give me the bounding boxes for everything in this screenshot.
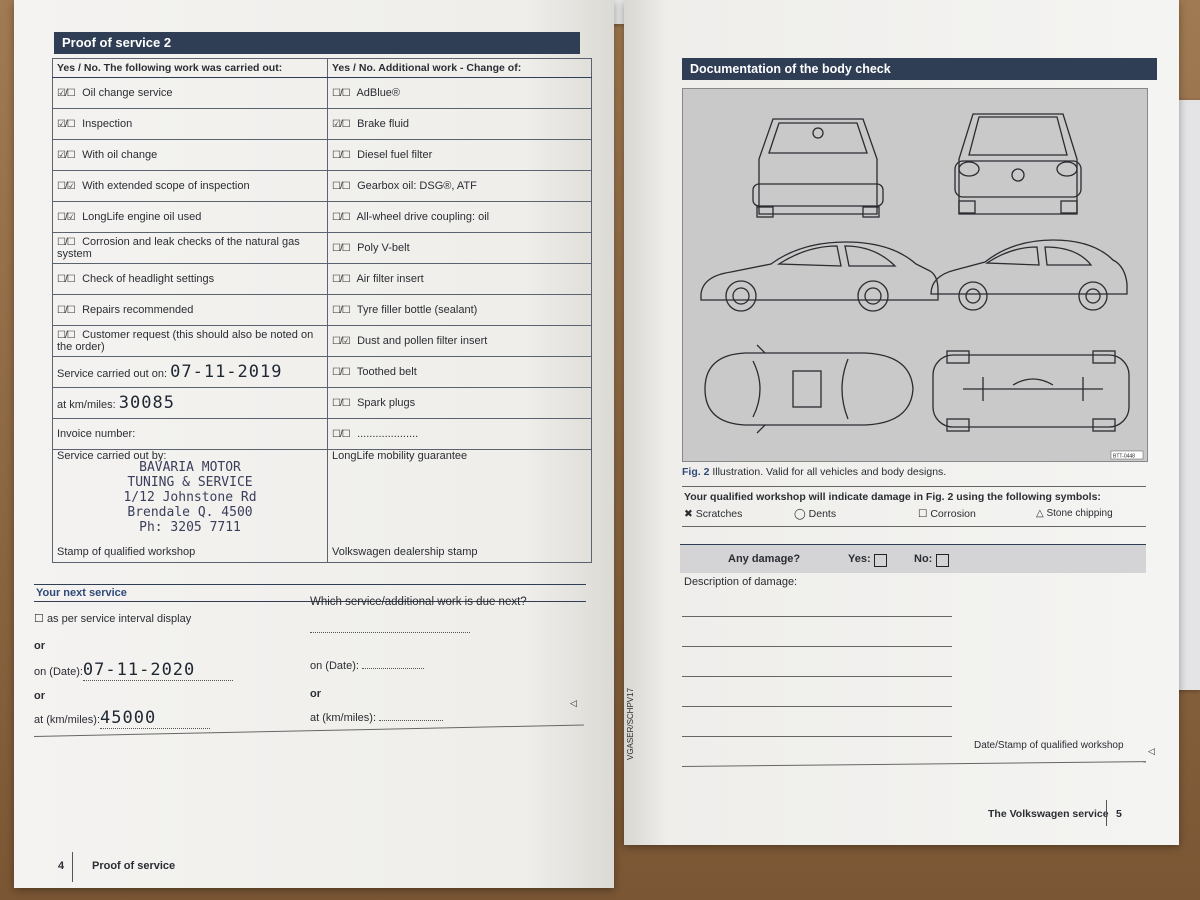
table-row [53,295,592,326]
yes-checkbox[interactable] [874,554,887,567]
which-service-line[interactable] [310,632,470,633]
fig-caption-text: Illustration. Valid for all vehicles and body designs. [712,466,947,478]
symbol-scratches: ✖ Scratches [684,508,743,520]
left-item-label: LongLife engine oil used [82,211,202,223]
right-item-cell [328,326,592,357]
left-item-label: Corrosion and leak checks of the natural gas system [57,236,300,260]
left-page [14,0,614,888]
next-date-row [34,660,233,681]
right-or-label: or [310,688,321,700]
right-item-cell [328,78,592,109]
right-item-cell [328,171,592,202]
toothed-belt-cell [328,357,592,388]
left-item-label: Oil change service [82,87,173,99]
symbol-dents: ◯ Dents [794,508,837,520]
checkbox-spark-plugs[interactable]: ☐/☐ [332,398,350,409]
left-item-label: With oil change [82,149,158,161]
left-item-label: Check of headlight settings [82,273,215,285]
stamp-line: TUNING & SERVICE [127,475,253,490]
next-km-row [34,708,210,729]
table-row [53,264,592,295]
or-label-2: or [34,690,45,702]
next-km-label: at (km/miles): [34,714,100,726]
body-check-title: Documentation of the body check [682,58,1157,80]
right-item-label: All-wheel drive coupling: oil [356,211,490,223]
checkbox-right[interactable]: ☐/☐ [332,181,350,192]
table-row-km [53,388,592,419]
next-date-value[interactable]: 07-11-2020 [83,660,233,681]
table-row [53,202,592,233]
car-diagrams [683,89,1147,461]
checkbox-toothed-belt[interactable]: ☐/☐ [332,367,350,378]
body-check-figure [682,88,1148,462]
description-label: Description of damage: [684,576,798,588]
checkbox-right[interactable]: ☐/☐ [332,305,350,316]
checkbox-blank[interactable]: ☐/☐ [332,429,350,440]
fig-code: BTT-0448 [1113,453,1135,460]
stamp-line: 1/12 Johnstone Rd [123,490,257,505]
checkbox-right[interactable]: ☐/☐ [332,274,350,285]
checkbox-right[interactable]: ☐/☐ [332,150,350,161]
table-row [53,233,592,264]
interval-display-label: as per service interval display [46,613,192,625]
left-item-cell [53,202,328,233]
checkbox-left[interactable]: ☐/☐ [57,274,75,285]
left-item-label: Customer request (this should also be noted on the order) [57,329,314,353]
car-underbody-view-icon [933,351,1129,431]
right-footer-number: 5 [1116,808,1122,820]
right-item-cell [328,202,592,233]
left-item-cell [53,295,328,326]
left-footer-text: Proof of service [92,860,176,872]
left-item-cell [53,78,328,109]
left-item-cell [53,109,328,140]
dealer-stamp-cell [328,450,592,563]
right-km-line[interactable] [379,720,443,721]
left-footer-number: 4 [58,860,65,872]
proof-of-service-title: Proof of service 2 [54,32,580,54]
right-footer-divider [1106,800,1107,826]
table-row [53,78,592,109]
workshop-stamp [57,460,323,535]
checkbox-left[interactable]: ☐/☐ [57,237,75,248]
damage-bar [680,544,1146,573]
left-item-cell [53,140,328,171]
stamp-line: BAVARIA MOTOR [139,460,241,475]
description-line-5[interactable] [682,736,952,737]
table-row [53,326,592,357]
no-label: No: [914,553,933,565]
right-km-label: at (km/miles): [310,712,376,724]
interval-checkbox[interactable]: ☐ [34,613,44,625]
spark-plugs-cell [328,388,592,419]
invoice-label: Invoice number: [57,428,136,440]
table-row-date [53,357,592,388]
service-by-label: Service carried out by: [57,450,167,462]
right-item-cell [328,264,592,295]
right-item-cell [328,295,592,326]
any-damage-label: Any damage? [728,553,801,565]
checkbox-left[interactable]: ☐/☐ [57,330,75,341]
footer-divider [72,852,73,882]
invoice-cell [53,419,328,450]
right-item-label: Brake fluid [357,118,410,130]
checkbox-left[interactable]: ☐/☐ [57,305,75,316]
right-item-cell [328,109,592,140]
symbols-divider [682,526,1146,527]
car-side-view-left-icon [701,242,938,311]
next-date-label: on (Date): [34,666,83,678]
service-table [52,58,592,563]
checkbox-left[interactable]: ☐/☑ [57,181,75,192]
checkbox-right[interactable]: ☐/☐ [332,88,350,99]
date-stamp-label: Date/Stamp of qualified workshop [974,740,1124,751]
description-line-4[interactable] [682,706,952,707]
service-date-label: Service carried out on: [57,368,168,380]
blank-item-cell [328,419,592,450]
km-cell [53,388,328,419]
side-code: VGASER/SCHPV17 [626,687,635,760]
table-header-row [53,59,592,78]
stamp-line: Brendale Q. 4500 [127,505,253,520]
description-line-2[interactable] [682,646,952,647]
checkbox-left[interactable]: ☐/☑ [57,212,75,223]
left-item-cell [53,171,328,202]
right-date-label: on (Date): [310,660,359,672]
checkbox-right[interactable]: ☐/☐ [332,243,350,254]
col-right-header: Yes / No. Additional work - Change of: [328,59,592,78]
checkbox-left[interactable]: ☑/☐ [57,119,75,130]
stamp-line: Ph: 3205 7711 [139,520,241,535]
fig-caption-bold: Fig. 2 [682,466,710,478]
workshop-stamp-cell [53,450,328,563]
next-km-value[interactable]: 45000 [100,708,210,729]
table-row [53,171,592,202]
yes-label: Yes: [848,553,871,565]
table-row-stamps [53,450,592,563]
next-service-title: Your next service [34,584,586,602]
car-top-view-icon [705,345,913,433]
car-rear-view-icon [753,119,883,217]
right-item-label: AdBlue® [356,87,401,99]
dealer-stamp-label: Volkswagen dealership stamp [332,546,478,558]
checkbox-right[interactable]: ☐/☑ [332,336,350,347]
right-item-label: Poly V-belt [357,242,410,254]
or-label-1: or [34,640,45,652]
checkbox-left[interactable]: ☑/☐ [57,150,75,161]
description-line-1[interactable] [682,616,952,617]
service-date-cell [53,357,328,388]
spark-plugs-label: Spark plugs [357,397,416,409]
right-date-row [310,660,424,672]
right-footer-text: The Volkswagen service [988,808,1109,820]
caption-divider [682,486,1146,487]
interval-display-row [34,612,191,625]
left-item-label: Inspection [82,118,133,130]
no-checkbox[interactable] [936,554,949,567]
page-arrow-icon-right: ◁ [1148,746,1155,756]
symbol-stone-chipping: △ Stone chipping [1036,508,1113,519]
left-item-cell [53,326,328,357]
km-value[interactable]: 30085 [118,393,175,413]
right-item-cell [328,233,592,264]
right-date-line[interactable] [362,668,424,669]
page-arrow-icon: ◁ [570,698,577,708]
right-item-label: Dust and pollen filter insert [357,335,488,347]
service-date-value[interactable]: 07-11-2019 [170,362,283,382]
figure-caption [682,466,946,478]
checkbox-left[interactable]: ☑/☐ [57,88,75,99]
right-item-label: Diesel fuel filter [357,149,433,161]
right-item-label: Air filter insert [356,273,424,285]
right-km-row [310,712,443,724]
symbol-corrosion: ☐ Corrosion [918,508,976,520]
table-row [53,109,592,140]
longlife-label: LongLife mobility guarantee [332,450,468,462]
table-row [53,140,592,171]
stamp-label: Stamp of qualified workshop [57,546,196,558]
description-line-3[interactable] [682,676,952,677]
which-service-label: Which service/additional work is due next? [310,596,527,608]
left-item-label: Repairs recommended [82,304,194,316]
toothed-belt-label: Toothed belt [356,366,417,378]
right-item-label: Gearbox oil: DSG®, ATF [357,180,477,192]
symbols-intro: Your qualified workshop will indicate damage in Fig. 2 using the following symbols: [684,491,1101,503]
col-left-header: Yes / No. The following work was carried out: [53,59,328,78]
table-row-invoice [53,419,592,450]
car-front-view-icon [955,114,1081,214]
blank-item: .................... [357,428,419,440]
right-item-cell [328,140,592,171]
right-item-label: Tyre filler bottle (sealant) [356,304,478,316]
checkbox-right[interactable]: ☑/☐ [332,119,350,130]
left-item-cell [53,233,328,264]
km-label: at km/miles: [57,399,116,411]
left-item-label: With extended scope of inspection [82,180,250,192]
left-item-cell [53,264,328,295]
car-side-view-right-icon [931,240,1127,310]
checkbox-right[interactable]: ☐/☐ [332,212,350,223]
